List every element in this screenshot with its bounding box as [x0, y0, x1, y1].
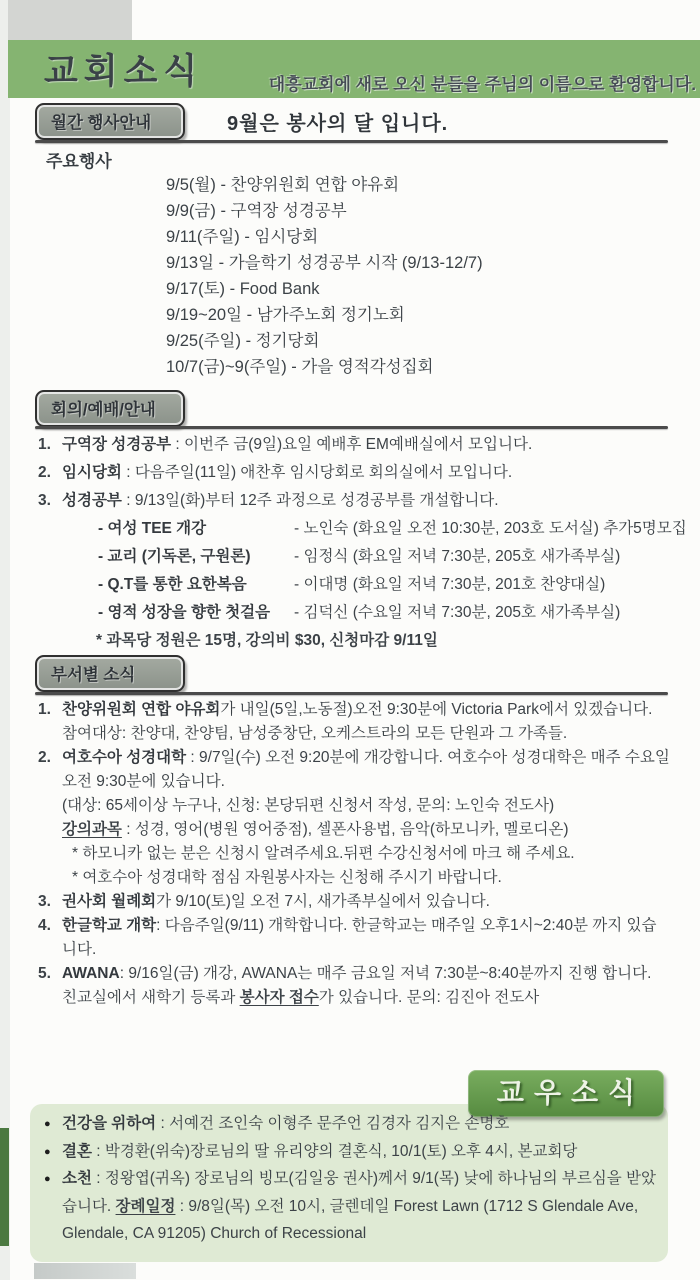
item-lead: 한글학교 개학	[62, 917, 157, 934]
event-item: 9/13일 - 가을학기 성경공부 시작 (9/13-12/7)	[166, 254, 483, 272]
header-band	[8, 40, 700, 98]
item-rest: : 9/7일(수) 오전 9:20분에 개강합니다. 여호수아 성경대학은 매주 수요일 오전 9:30분에 있습니다.	[62, 749, 670, 790]
bullet-text	[62, 1138, 656, 1166]
bullet-text	[62, 1165, 656, 1248]
numbered-item	[38, 914, 670, 962]
item-text	[62, 698, 670, 746]
event-item: 9/25(주일) - 정기당회	[166, 332, 320, 350]
item-rest: 가 9/10(토)일 오전 7시, 새가족부실에서 있습니다.	[156, 893, 490, 910]
numbered-item	[38, 746, 670, 890]
course-list	[98, 515, 687, 627]
item-rest: : 9/16일(금) 개강, AWANA는 매주 금요일 저녁 7:30분~8:40분까지 진행 합니다. 친교실에서 새학기 등록과	[62, 965, 652, 1006]
bible-college-subjects	[62, 818, 670, 842]
event-item: 9/5(월) - 찬양위원회 연합 야유회	[166, 176, 400, 194]
item-lead: 성경공부	[62, 492, 122, 509]
underlined-phrase: 봉사자 접수	[239, 989, 319, 1006]
harmonica-note: * 하모니카 없는 분은 신청시 알려주세요.뒤편 수강신청서에 마크 해 주세요.	[72, 845, 575, 862]
item-rest: : 이번주 금(9일)요일 예배후 EM예배실에서 모입니다.	[171, 436, 533, 453]
item-text	[62, 746, 670, 890]
item-number: 5.	[38, 965, 51, 982]
item-rest: 가 있습니다. 문의: 김진아 전도사	[318, 989, 540, 1006]
event-item: 9/17(토) - Food Bank	[166, 280, 320, 298]
item-lead: 구역장 성경공부	[62, 436, 172, 453]
course-row	[98, 515, 687, 543]
scan-artifact-top	[8, 0, 132, 43]
item-rest: 가 내일(5일,노동절)오전 9:30분에 Victoria Park에서 있겠습니다. 참여대상: 찬양대, 찬양팀, 남성중창단, 오케스트라의 모든 단원과 그 가족들.	[62, 701, 653, 742]
numbered-item	[38, 962, 670, 1010]
bullet-text	[62, 1110, 656, 1138]
item-lead: AWANA	[62, 965, 120, 982]
section-divider	[35, 140, 668, 143]
course-schedule: - 이대명 (화요일 저녁 7:30분, 201호 찬양대실)	[294, 576, 606, 593]
event-item: 9/9(금) - 구역장 성경공부	[166, 202, 347, 220]
member-bullet	[44, 1110, 656, 1138]
section-tag-meetings: 회의/예배/안내	[35, 390, 185, 427]
bible-college-target: (대상: 65세이상 누구나, 신청: 본당뒤편 신청서 작성, 문의: 노인숙 전도사)	[62, 797, 555, 814]
bullet-icon: ●	[44, 1173, 51, 1185]
item-number: 1.	[38, 701, 51, 718]
welcome-message: 대흥교회에 새로 오신 분들을 주님의 이름으로 환영합니다.	[268, 75, 696, 94]
meetings-section-head	[35, 390, 185, 427]
departments-section-head	[35, 655, 185, 692]
main-events-heading: 주요행사	[46, 152, 112, 171]
item-lead: 찬양위원회 연합 야유회	[62, 701, 221, 718]
numbered-item	[38, 890, 670, 914]
numbered-item	[38, 698, 670, 746]
course-schedule: - 김덕신 (수요일 저녁 7:30분, 205호 새가족부실)	[294, 604, 621, 621]
item-text	[62, 487, 499, 515]
item-rest: : 9/13일(화)부터 12주 과정으로 성경공부를 개설합니다.	[121, 492, 499, 509]
member-bullet	[44, 1165, 656, 1248]
event-item: 9/11(주일) - 임시당회	[166, 228, 319, 246]
subjects-label: 강의과목	[62, 821, 122, 838]
bullet-lead: 결혼	[62, 1142, 92, 1160]
bullet-icon: ●	[44, 1145, 51, 1158]
section-divider	[35, 426, 668, 429]
bullet-rest: : 9/8일(목) 오전 10시, 글렌데일 Forest Lawn (1712 S Glendale Ave, Glendale, CA 91205) Church of Recessional	[62, 1197, 639, 1242]
member-news-tab: 교우소식	[468, 1070, 664, 1117]
bullet-rest: : 서예건 조인숙 이형주 문주언 김경자 김지은 손명호	[156, 1115, 510, 1132]
item-lead: 권사회 월례회	[62, 893, 157, 910]
event-list	[166, 172, 483, 380]
member-bullet	[44, 1138, 656, 1166]
item-text	[62, 431, 532, 459]
scan-green-stripe	[0, 1128, 9, 1246]
item-rest: : 다음주일(9/11) 개학합니다. 한글학교는 매주일 오후1시~2:40분 까지 있습니다.	[62, 917, 657, 958]
departments-list	[38, 698, 670, 1010]
bullet-lead: 건강을 위하여	[62, 1115, 157, 1132]
monthly-section-head	[35, 103, 668, 140]
event-item: 10/7(금)~9(주일) - 가을 영적각성집회	[166, 358, 434, 376]
underlined-phrase: 장례일정	[115, 1197, 176, 1215]
numbered-item	[38, 459, 672, 487]
item-text	[62, 914, 670, 962]
course-row	[98, 599, 672, 627]
item-rest: : 다음주일(11일) 애찬후 임시당회로 회의실에서 모입니다.	[121, 464, 513, 481]
course-row	[98, 543, 672, 571]
event-item: 9/19~20일 - 남가주노회 정기노회	[166, 306, 405, 324]
item-text	[62, 459, 512, 487]
course-name: - Q.T를 통한 요한복음	[98, 576, 247, 593]
bullet-rest: : 정왕엽(귀옥) 장로님의 빙모(김일웅 권사)께서 9/1(목) 낮에 하나님의 부르심을 받았습니다.	[62, 1170, 657, 1215]
item-number: 2.	[38, 464, 51, 481]
page-title: 교회소식	[44, 52, 204, 91]
course-row	[98, 571, 672, 599]
item-number: 4.	[38, 917, 51, 934]
bullet-rest: : 박경환(위숙)장로님의 딸 유리양의 결혼식, 10/1(토) 오후 4시, 본교회당	[91, 1142, 578, 1160]
bullet-icon: ●	[44, 1118, 51, 1130]
course-name: - 교리 (기독론, 구원론)	[98, 548, 251, 565]
course-schedule: - 임정식 (화요일 저녁 7:30분, 205호 새가족부실)	[294, 548, 621, 565]
course-name: - 영적 성장을 향한 첫걸음	[98, 604, 271, 621]
monthly-theme-headline: 9월은 봉사의 달 입니다.	[227, 113, 449, 135]
meetings-list	[38, 431, 687, 655]
numbered-item	[38, 487, 672, 515]
item-number: 3.	[38, 492, 51, 509]
item-number: 1.	[38, 436, 51, 453]
scan-artifact-bottom	[34, 1263, 136, 1279]
member-news-list	[44, 1110, 656, 1248]
item-lead: 임시당회	[62, 464, 122, 481]
item-number: 2.	[38, 749, 51, 766]
volunteer-note: * 여호수아 성경대학 점심 자원봉사자는 신청해 주시기 바랍니다.	[72, 869, 502, 886]
item-text	[62, 890, 670, 914]
section-tag-departments: 부서별 소식	[35, 655, 185, 692]
numbered-item	[38, 431, 672, 459]
capacity-note: * 과목당 정원은 15명, 강의비 $30, 신청마감 9/11일	[96, 632, 438, 649]
course-name: - 여성 TEE 개강	[98, 520, 207, 537]
section-divider	[35, 692, 668, 695]
course-schedule: - 노인숙 (화요일 오전 10:30분, 203호 도서실) 추가5명모집	[294, 520, 687, 537]
item-number: 3.	[38, 893, 51, 910]
item-lead: 여호수아 성경대학	[62, 749, 187, 766]
bullet-lead: 소천	[62, 1170, 92, 1187]
scan-left-edge	[0, 0, 10, 1280]
subjects-list: : 성경, 영어(병원 영어중점), 셀폰사용법, 음악(하모니카, 멜로디온)	[121, 821, 569, 838]
item-text	[62, 962, 670, 1010]
section-tag-monthly-events: 월간 행사안내	[35, 103, 185, 140]
